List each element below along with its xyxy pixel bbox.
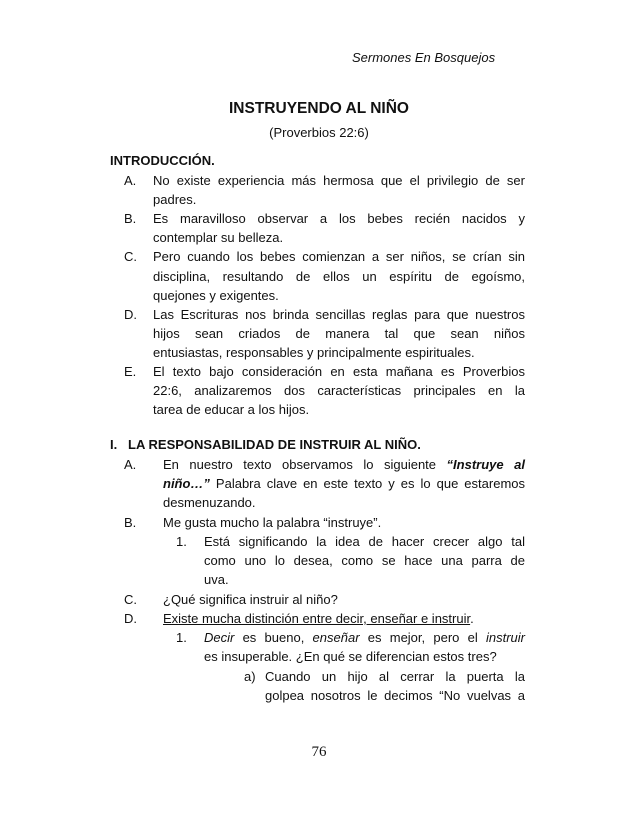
item-line — [163, 610, 525, 629]
item-line: Pero cuando los bebes comienzan a ser niños, se crían sin — [153, 249, 525, 265]
item-line: contemplar su belleza. — [153, 230, 284, 246]
item-marker: 1. — [176, 534, 187, 549]
item-marker: C. — [124, 592, 137, 607]
text-span: Palabra clave en este texto y es lo que estaremos — [209, 476, 525, 491]
item-marker: C. — [124, 249, 137, 265]
item-line: Cuando un hijo al cerrar la puerta la — [265, 669, 525, 684]
item-line: Me gusta mucho la palabra “instruye”. — [163, 515, 382, 530]
item-marker: A. — [124, 457, 137, 472]
item-marker: B. — [124, 515, 137, 530]
item-line: desmenuzando. — [163, 495, 256, 510]
italic-text: Decir — [204, 630, 235, 645]
item-marker: a) — [244, 669, 256, 684]
item-line: Está significando la idea de hacer crecer algo tal — [204, 534, 525, 549]
italic-text: instruir — [485, 630, 525, 645]
item-line — [204, 629, 525, 648]
item-line: Las Escrituras nos brinda sencillas reglas para que nuestros — [153, 306, 525, 322]
text-span: En nuestro texto observamos lo siguiente — [163, 457, 447, 472]
item-line: como uno lo desea, como se hace una parra de — [204, 553, 525, 568]
item-line: entusiastas, responsables y principalmente espirituales. — [153, 344, 475, 360]
item-line: El texto bajo consideración en esta mañana es Proverbios — [153, 364, 525, 379]
item-line: quejones y exigentes. — [153, 287, 279, 303]
page-title — [0, 100, 638, 118]
item-line: es insuperable. ¿En qué se diferencian estos tres? — [204, 649, 497, 664]
text-span: es mejor, pero el — [359, 630, 486, 645]
item-marker: 1. — [176, 630, 187, 645]
running-head: Sermones En Bosquejos — [352, 50, 496, 65]
quote-text: “Instruye al — [446, 457, 525, 472]
item-marker: E. — [124, 364, 137, 379]
item-line: uva. — [204, 572, 229, 587]
item-marker: D. — [124, 306, 137, 322]
item-line: hijos sean criados de manera tal que sean niños — [153, 325, 525, 341]
section-heading: I. LA RESPONSABILIDAD DE INSTRUIR AL NIÑO. — [110, 437, 421, 452]
item-line: padres. — [153, 192, 197, 208]
text-span: es bueno, — [234, 630, 313, 645]
title-text: INSTRUYENDO AL NIÑO — [229, 100, 409, 117]
item-line: 22:6, analizaremos dos características principales en la — [153, 383, 525, 399]
item-marker: A. — [124, 173, 137, 188]
item-line: ¿Qué significa instruir al niño? — [163, 592, 338, 607]
page-subtitle: (Proverbios 22:6) — [269, 125, 369, 140]
item-marker: D. — [124, 611, 137, 626]
item-line — [163, 456, 525, 475]
intro-heading: INTRODUCCIÓN. — [110, 153, 215, 168]
italic-text: enseñar — [312, 630, 360, 645]
quote-text: niño…” — [163, 476, 210, 491]
text-span: . — [470, 611, 474, 626]
item-marker: B. — [124, 211, 137, 227]
underlined-text: Existe mucha distinción entre decir, enseñar e instruir — [163, 611, 471, 626]
item-line: golpea nosotros le decimos “No vuelvas a — [265, 688, 525, 703]
page-number: 76 — [311, 744, 327, 760]
item-line — [163, 475, 525, 494]
item-line: disciplina, resultando de ellos un espíritu de egoísmo, — [153, 268, 525, 284]
item-line: tarea de educar a los hijos. — [153, 402, 310, 418]
item-line: Es maravilloso observar a los bebes recién nacidos y — [153, 211, 525, 227]
item-line: No existe experiencia más hermosa que el privilegio de ser — [153, 173, 525, 188]
